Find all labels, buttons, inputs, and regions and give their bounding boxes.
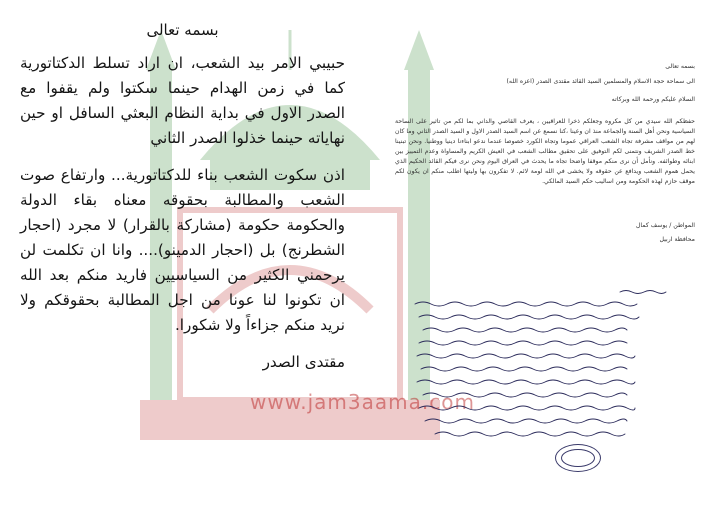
letter-sender-name: المواطن / يوسف كمال — [635, 222, 695, 229]
statement-paragraph-2: اذن سكوت الشعب بناء للدكتاتورية... وارتفاع صوت الشعب والمطالبة بحقوقه معناه بقاء الدولة والحكومة حكومة (مشاركة بالقرار) لا مجرد (احجار الشطرنج) بل (احجار الدمينو).... وانا ان تكلمت لن يرحمني الكثير من السياسيين فاريد منكم بعد الله ان تكونوا لنا عونا من اجل المطالبة بحقوقكم ولا نريد منكم جزاءاً ولا شكورا. — [20, 166, 345, 334]
statement-title: بسمه تعالى — [146, 21, 219, 39]
statement-signature: مقتدى الصدر — [262, 353, 345, 371]
ink-stamp — [555, 444, 601, 472]
letter-heading: بسمه تعالى — [665, 63, 695, 70]
handwritten-reply — [395, 288, 715, 448]
letter-body: حفظكم الله سيدي من كل مكروه وجعلكم ذخرا للعراقيين ، يعرف القاصي والداني بما لكم من تاثير على الساحة السياسية ونحن أهل السنة والجماعة منذ ان وعينا ،كنا نسمع عن اسم السيد الصدر الاول و السيد الصدر الثاني وما كان لهم من مواقف مشرفة تجاه الشعب العراقي عموما وتجاه الكورد خصوصا عندما ندعو ابناءنا دينيا ووطنيا. ونحن تبنينا خط الصدر الشريف ونتمنى لكم التوفيق على تحقيق مطالب الشعب في العيش الكريم والمساواة وعدم التمييز بين ابنائه وطوائفه. ونأمل أن نرى منكم موقفا واضحا تجاه ما يحدث في العراق اليوم ونحن نرى فيكم القائد الحكيم الذي يحمل هموم الشعب ويدافع عن حقوقه ولا يخشى في الله لومة لائم. لا تفكرون بها وليتها اطلب منكم ان يكون لكم موقف حازم لهذه الحكومة ومن اساليب حكم السيد المالكي. — [395, 118, 695, 185]
scanned-letter — [395, 62, 695, 247]
statement-text — [20, 18, 345, 375]
statement-paragraph-1: حبيبي الامر بيد الشعب، ان اراد تسلط الدكتاتورية كما في زمن الهدام حينما سكتوا ولم يقفوا مع الصدر الاول في بداية النظام البعثي السافل او حين نهاياته حينما خذلوا الصدر الثاني — [20, 54, 345, 147]
letter-greeting: السلام عليكم ورحمة الله وبركاته — [611, 96, 695, 103]
letter-address: الى سماحة حجة الاسلام والمسلمين السيد القائد مقتدى الصدر (اعزه الله) — [506, 78, 695, 85]
letter-sender-place: محافظة اربيل — [659, 236, 695, 243]
watermark-url: www.jam3aama.com — [250, 390, 475, 414]
